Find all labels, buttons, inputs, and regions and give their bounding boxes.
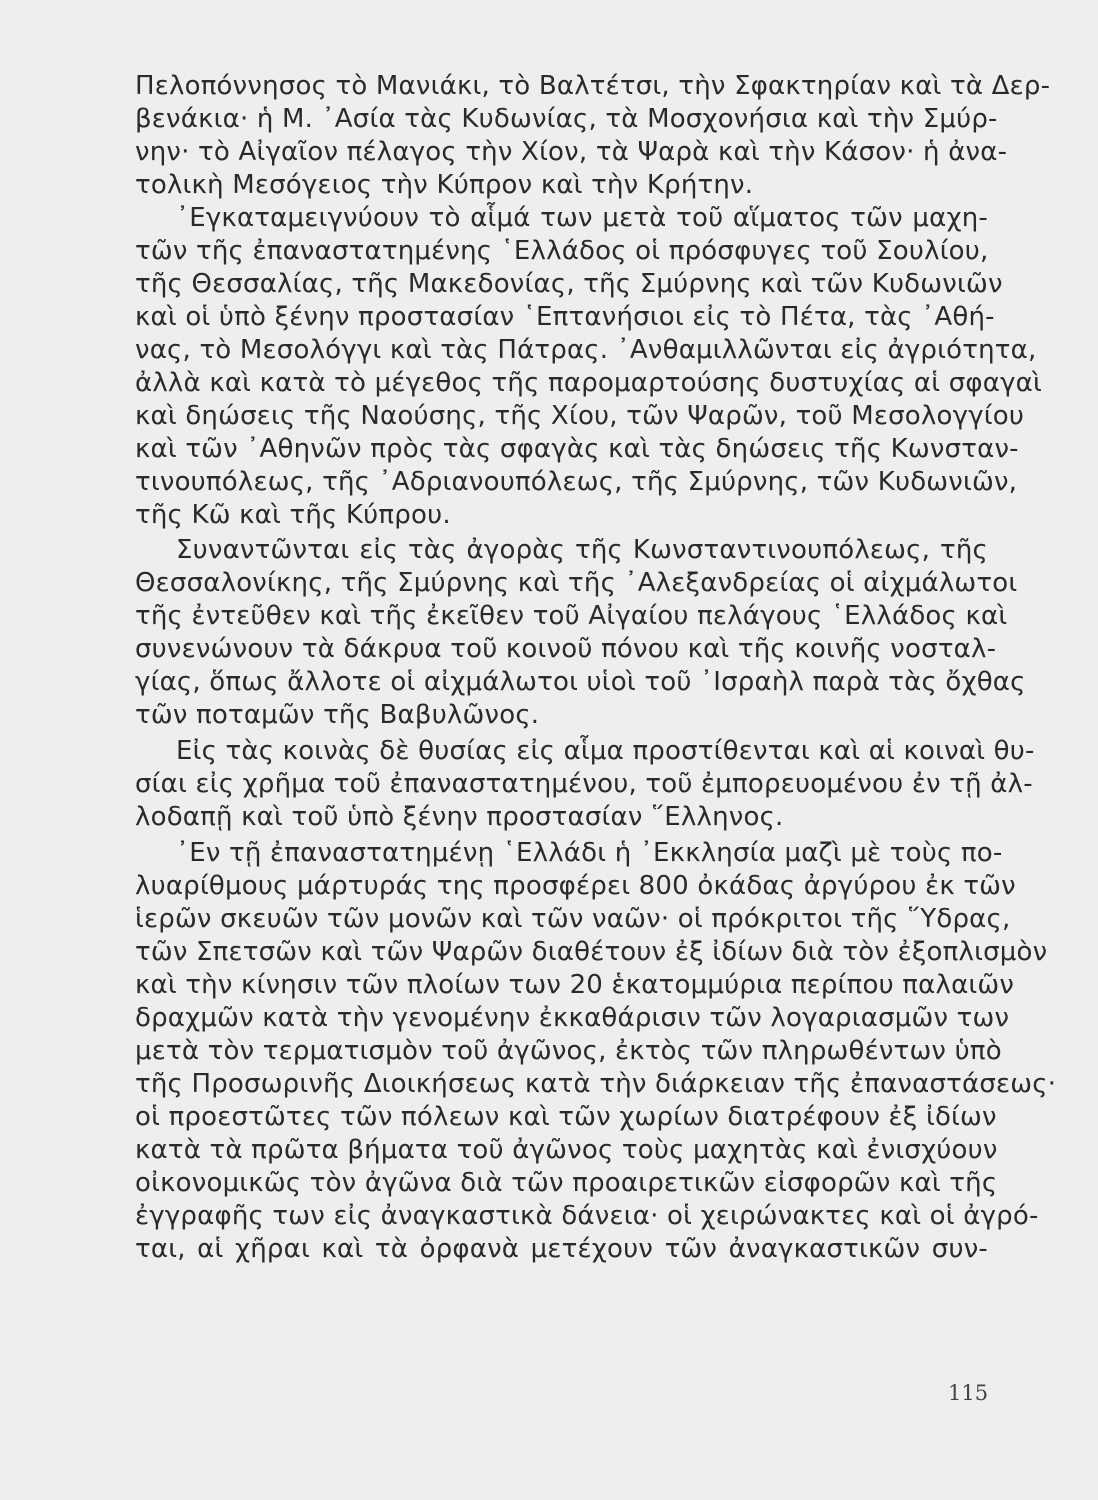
text-line: τῶν ποταμῶν τῆς Βαβυλῶνος. xyxy=(135,700,540,730)
text-line: καὶ τὴν κίνησιν τῶν πλοίων των 20 ἑκατομμύρια περίπου παλαιῶν xyxy=(135,970,1015,1000)
text-line: νην· τὸ Αἰγαῖον πέλαγος τὴν Χίον, τὰ Ψαρὰ καὶ τὴν Κάσον· ἡ ἀνα- xyxy=(135,137,1008,167)
text-line: καὶ δηώσεις τῆς Ναούσης, τῆς Χίου, τῶν Ψαρῶν, τοῦ Μεσολογγίου xyxy=(135,401,1025,431)
text-line: γίας, ὅπως ἄλλοτε οἱ αἰχμάλωτοι υἱοὶ τοῦ ᾿Ισραὴλ παρὰ τὰς ὄχθας xyxy=(135,667,1026,697)
text-line: Εἰς τὰς κοινὰς δὲ θυσίας εἰς αἷμα προστίθενται καὶ αἱ κοιναὶ θυ- xyxy=(176,736,1035,766)
text-line: συνενώνουν τὰ δάκρυα τοῦ κοινοῦ πόνου καὶ τῆς κοινῆς νοσταλ- xyxy=(135,634,997,664)
text-line: τολικὴ Μεσόγειος τὴν Κύπρον καὶ τὴν Κρήτην. xyxy=(135,170,754,200)
text-line: οἰκονομικῶς τὸν ἀγῶνα διὰ τῶν προαιρετικῶν εἰσφορῶν καὶ τῆς xyxy=(135,1168,998,1198)
text-line: τῶν Σπετσῶν καὶ τῶν Ψαρῶν διαθέτουν ἐξ ἰδίων διὰ τὸν ἐξοπλισμὸν xyxy=(135,937,1048,967)
text-line: ἱερῶν σκευῶν τῶν μονῶν καὶ τῶν ναῶν· οἱ πρόκριτοι τῆς ῞Υδρας, xyxy=(135,904,1011,934)
text-line: λυαρίθμους μάρτυράς της προσφέρει 800 ὀκάδας ἀργύρου ἐκ τῶν xyxy=(135,871,1016,901)
text-line: τῆς Θεσσαλίας, τῆς Μακεδονίας, τῆς Σμύρνης καὶ τῶν Κυδωνιῶν xyxy=(135,269,1003,299)
text-line: μετὰ τὸν τερματισμὸν τοῦ ἀγῶνος, ἐκτὸς τῶν πληρωθέντων ὑπὸ xyxy=(135,1036,1002,1066)
text-line: καὶ τῶν ᾿Αθηνῶν πρὸς τὰς σφαγὰς καὶ τὰς δηώσεις τῆς Κωνσταν- xyxy=(135,434,1019,464)
text-line: σίαι εἰς χρῆμα τοῦ ἐπαναστατημένου, τοῦ ἐμπορευομένου ἐν τῇ ἀλ- xyxy=(135,769,1033,799)
text-line: λοδαπῇ καὶ τοῦ ὑπὸ ξένην προστασίαν ῞Ελληνος. xyxy=(135,802,784,832)
text-line: καὶ οἱ ὑπὸ ξένην προστασίαν ῾Επτανήσιοι εἰς τὸ Πέτα, τὰς ᾿Αθή- xyxy=(135,302,995,332)
text-line: ται, αἱ χῆραι καὶ τὰ ὀρφανὰ μετέχουν τῶν ἀναγκαστικῶν συν- xyxy=(135,1234,988,1264)
text-line: τῆς Προσωρινῆς Διοικήσεως κατὰ τὴν διάρκειαν τῆς ἐπαναστάσεως· xyxy=(135,1069,1057,1099)
text-line: τῶν τῆς ἐπαναστατημένης ῾Ελλάδος οἱ πρόσφυγες τοῦ Σουλίου, xyxy=(135,236,989,266)
text-line: δραχμῶν κατὰ τὴν γενομένην ἐκκαθάρισιν τῶν λογαριασμῶν των xyxy=(135,1003,1010,1033)
text-line: κατὰ τὰ πρῶτα βήματα τοῦ ἀγῶνος τοὺς μαχητὰς καὶ ἐνισχύουν xyxy=(135,1135,998,1165)
page-number: 115 xyxy=(948,1381,989,1405)
text-line: Θεσσαλονίκης, τῆς Σμύρνης καὶ τῆς ᾿Αλεξανδρείας οἱ αἰχμάλωτοι xyxy=(135,568,1018,598)
text-line: τινουπόλεως, τῆς ᾿Αδριανουπόλεως, τῆς Σμύρνης, τῶν Κυδωνιῶν, xyxy=(135,467,1018,497)
text-line: ἐγγραφῆς των εἰς ἀναγκαστικὰ δάνεια· οἱ χειρώνακτες καὶ οἱ ἀγρό- xyxy=(135,1201,1039,1231)
text-line: ᾿Εγκαταμειγνύουν τὸ αἷμά των μετὰ τοῦ αἵματος τῶν μαχη- xyxy=(176,203,988,233)
text-line: νας, τὸ Μεσολόγγι καὶ τὰς Πάτρας. ᾿Ανθαμιλλῶνται εἰς ἀγριότητα, xyxy=(135,335,1037,365)
text-line: τῆς ἐντεῦθεν καὶ τῆς ἐκεῖθεν τοῦ Αἰγαίου πελάγους ῾Ελλάδος καὶ xyxy=(135,601,1008,631)
text-line: Πελοπόννησος τὸ Μανιάκι, τὸ Βαλτέτσι, τὴν Σφακτηρίαν καὶ τὰ Δερ- xyxy=(135,71,1051,101)
text-line: Συναντῶνται εἰς τὰς ἀγορὰς τῆς Κωνσταντινουπόλεως, τῆς xyxy=(176,535,988,565)
text-line: οἱ προεστῶτες τῶν πόλεων καὶ τῶν χωρίων διατρέφουν ἐξ ἰδίων xyxy=(135,1102,997,1132)
text-line: ᾿Εν τῇ ἐπαναστατημένῃ ῾Ελλάδι ἡ ᾿Εκκλησία μαζὶ μὲ τοὺς πο- xyxy=(176,838,1003,868)
text-line: βενάκια· ἡ Μ. ᾿Ασία τὰς Κυδωνίας, τὰ Μοσχονήσια καὶ τὴν Σμύρ- xyxy=(135,104,998,134)
text-line: ἀλλὰ καὶ κατὰ τὸ μέγεθος τῆς παρομαρτούσης δυστυχίας αἱ σφαγαὶ xyxy=(135,368,1042,398)
text-line: τῆς Κῶ καὶ τῆς Κύπρου. xyxy=(135,500,451,530)
